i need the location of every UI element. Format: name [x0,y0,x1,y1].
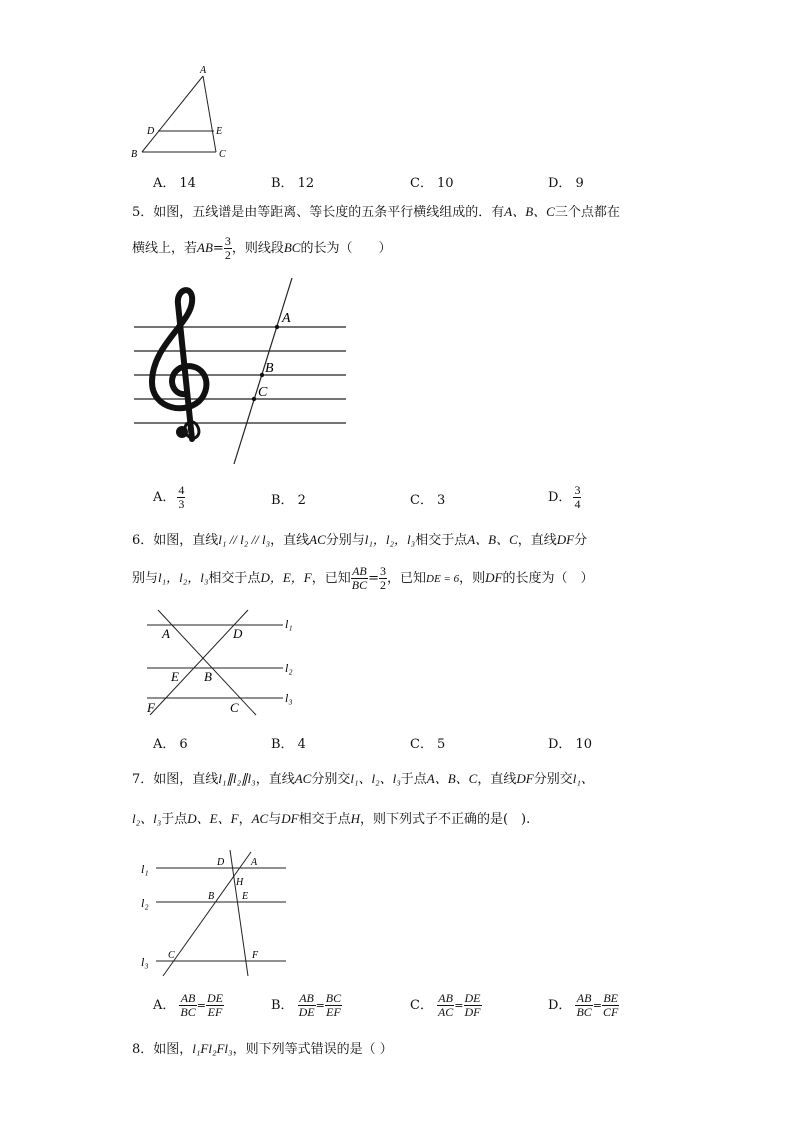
q6-parallel-lines-figure [140,604,310,720]
q5-stem-line2: 横线上，若AB= $\frac{3}{2}$ ，则线段BC的长为（ ） [132,234,392,262]
q7-label-f: F [252,950,259,961]
q7-label-a: A [251,857,258,868]
q5-option-b[interactable]: B． 2 [271,493,306,508]
q5-option-a[interactable]: A． $\frac{4}{3}$ [153,483,185,511]
q4-option-b[interactable]: B． 12 [271,176,315,191]
q6-label-c: C [230,700,239,715]
treble-clef-icon [152,290,206,439]
q6-label-d: D [233,626,243,641]
q8-stem: 8．如图，l₁Fl₂Fl₃，则下列等式错误的是（ ） [132,1041,393,1057]
q7-option-a[interactable]: A． $\frac{AB}{BC}$ = $\frac{DE}{EF}$ [153,991,223,1019]
q7-parallel-lines-figure [138,848,290,980]
q7-option-d[interactable]: D． $\frac{AB}{BC}$ = $\frac{BE}{CF}$ [548,991,619,1019]
q6-option-c[interactable]: C． 5 [410,737,446,752]
q4-triangle-figure [128,60,238,162]
q7-label-c: C [168,950,175,961]
q6-stem-line1: 6．如图，直线l₁ // l₂ // l₃，直线AC分别与l₁，l₂，l₃相交于点A、B、C，直线DF分 [132,532,588,548]
q5-option-c[interactable]: C． 3 [410,493,446,508]
q4-label-d: D [147,126,155,137]
q6-option-a[interactable]: A． 6 [153,737,188,752]
q7-option-b[interactable]: B． $\frac{AB}{DE}$ = $\frac{BC}{EF}$ [271,991,342,1019]
q5-label-c: C [258,385,268,400]
q6-label-l1: l₁ [285,617,293,631]
q5-staff-figure [134,274,350,470]
q5-option-d[interactable]: D． $\frac{3}{4}$ [548,483,581,511]
q7-stem-line1: 7．如图，直线l₁∥l₂∥l₃，直线AC分别交l₁、l₂、l₃于点A、B、C，直线DF分别交l₁、 [132,771,594,787]
q5-stem-line1: 5．如图，五线谱是由等距离、等长度的五条平行横线组成的．有A、B、C三个点都在 [132,204,620,220]
q6-stem-line2: 别与l₁，l₂，l₃相交于点D，E，F，已知 $\frac{AB}{BC}$ = $\frac{3}{2}$ ，已知DE = 6，则DF的长度为（ ） [132,564,594,592]
q5-fraction: $\frac{3}{2}$ [224,234,231,262]
q5-label-a: A [282,311,291,326]
q4-option-c[interactable]: C． 10 [410,176,454,191]
q4-label-a: A [200,65,207,76]
q4-option-d[interactable]: D． 9 [548,176,584,191]
q5-label-b: B [265,361,274,376]
q6-label-l3: l₃ [285,691,293,705]
q4-label-b: B [131,149,138,160]
q7-label-b: B [208,891,215,902]
q7-option-c[interactable]: C． $\frac{AB}{AC}$ = $\frac{DE}{DF}$ [410,991,481,1019]
q7-label-e: E [242,891,249,902]
q6-option-b[interactable]: B． 4 [271,737,306,752]
q6-label-f: F [147,700,155,715]
q7-label-l2: l₂ [141,896,149,910]
q7-stem-line2: l₂、l₃于点D、E、F，AC与DF相交于点H，则下列式子不正确的是( ). [132,811,531,827]
q7-label-l1: l₁ [141,862,149,876]
q7-label-h: H [236,877,244,888]
q7-label-l3: l₃ [141,955,149,969]
q6-label-a: A [162,626,170,641]
q4-label-c: C [219,149,226,160]
q6-label-b: B [204,669,212,684]
q4-option-a[interactable]: A． 14 [153,176,196,191]
q6-label-l2: l₂ [285,661,293,675]
q4-label-e: E [216,126,223,137]
q6-label-e: E [171,669,179,684]
q7-label-d: D [217,857,225,868]
q6-option-d[interactable]: D． 10 [548,737,592,752]
